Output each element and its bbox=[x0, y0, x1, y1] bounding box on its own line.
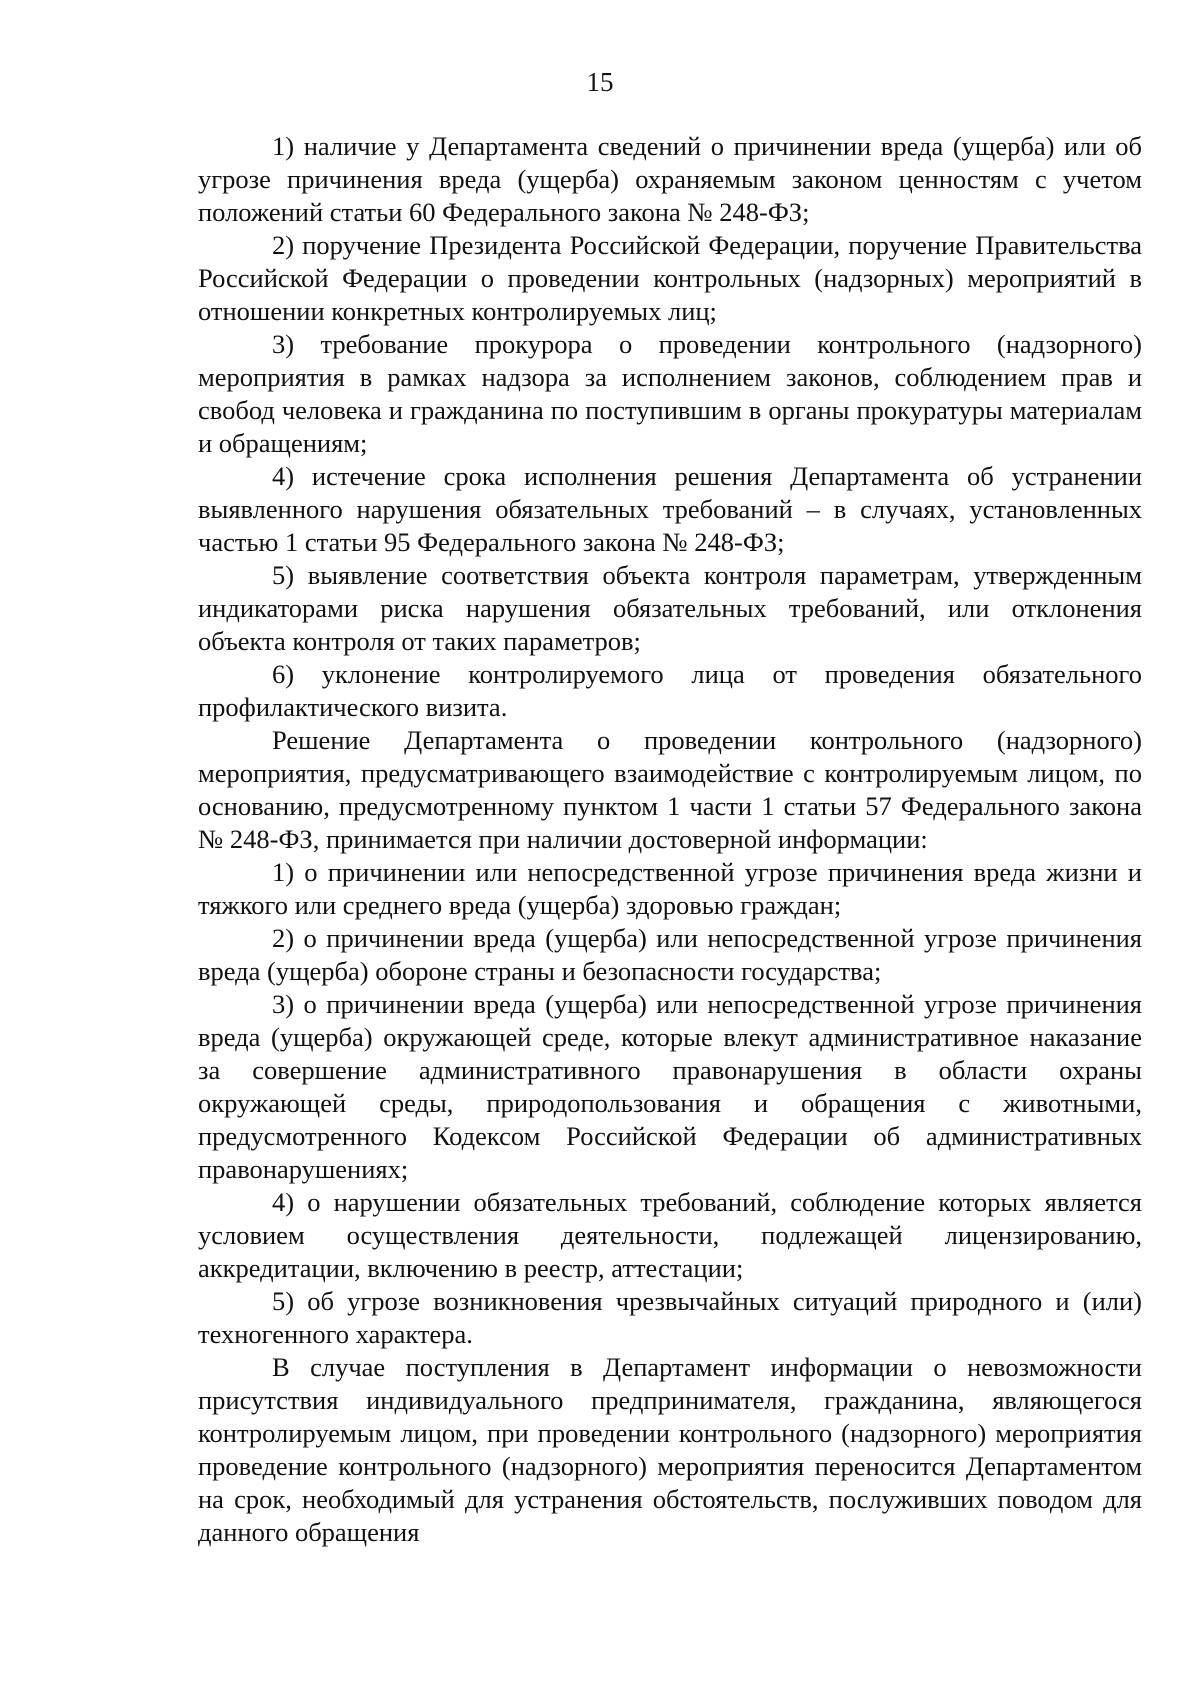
paragraph-decision-intro: Решение Департамента о проведении контрольного (надзорного) мероприятия, предусматривающего взаимодействие с контролируемым лицом, по основанию, предусмотренному пунктом 1 части 1 статьи 57 Федерального закона № 248-ФЗ, принимается при наличии достоверной информации: bbox=[198, 725, 1142, 854]
paragraph-postponement: В случае поступления в Департамент информации о невозможности присутствия индивидуального предпринимателя, гражданина, являющегося контролируемым лицом, при проведении контрольного (надзорного) мероприятия проведение контрольного (надзорного) мероприятия переносится Департаментом на срок, необходимый для устранения обстоятельств, послуживших поводом для данного обращения bbox=[198, 1352, 1142, 1547]
paragraph-info-5-emergency: 5) об угрозе возникновения чрезвычайных ситуаций природного и (или) техногенного характера. bbox=[198, 1286, 1142, 1349]
document-body bbox=[198, 130, 1142, 1549]
paragraph-item-1-presence-of-information: 1) наличие у Департамента сведений о причинении вреда (ущерба) или об угрозе причинения вреда (ущерба) охраняемым законом ценностям с учетом положений статьи 60 Федерального закона № 248-ФЗ; bbox=[198, 131, 1142, 227]
paragraph-info-1-health: 1) о причинении или непосредственной угрозе причинения вреда жизни и тяжкого или среднего вреда (ущерба) здоровью граждан; bbox=[198, 857, 1142, 920]
paragraph-info-2-defense: 2) о причинении вреда (ущерба) или непосредственной угрозе причинения вреда (ущерба) обороне страны и безопасности государства; bbox=[198, 923, 1142, 986]
page-number: 15 bbox=[586, 67, 614, 97]
paragraph-item-4-deadline-expiry: 4) истечение срока исполнения решения Департамента об устранении выявленного нарушения обязательных требований – в случаях, установленных частью 1 статьи 95 Федерального закона № 248-ФЗ; bbox=[198, 461, 1142, 557]
paragraph-info-4-licensing: 4) о нарушении обязательных требований, соблюдение которых является условием осуществления деятельности, подлежащей лицензированию, аккредитации, включению в реестр, аттестации; bbox=[198, 1187, 1142, 1283]
paragraph-item-5-risk-indicators: 5) выявление соответствия объекта контроля параметрам, утвержденным индикаторами риска нарушения обязательных требований, или отклонения объекта контроля от таких параметров; bbox=[198, 560, 1142, 656]
paragraph-info-3-environment: 3) о причинении вреда (ущерба) или непосредственной угрозе причинения вреда (ущерба) окружающей среде, которые влекут административное наказание за совершение административного правонарушения в области охраны окружающей среды, природопользования и обращения с животными, предусмотренного Кодексом Российской Федерации об административных правонарушениях; bbox=[198, 989, 1142, 1184]
paragraph-item-6-evasion: 6) уклонение контролируемого лица от проведения обязательного профилактического визита. bbox=[198, 659, 1142, 722]
paragraph-item-3-prosecutor-demand: 3) требование прокурора о проведении контрольного (надзорного) мероприятия в рамках надзора за исполнением законов, соблюдением прав и свобод человека и гражданина по поступившим в органы прокуратуры материалам и обращениям; bbox=[198, 329, 1142, 458]
paragraph-item-2-president-order: 2) поручение Президента Российской Федерации, поручение Правительства Российской Федерации о проведении контрольных (надзорных) мероприятий в отношении конкретных контролируемых лиц; bbox=[198, 230, 1142, 326]
